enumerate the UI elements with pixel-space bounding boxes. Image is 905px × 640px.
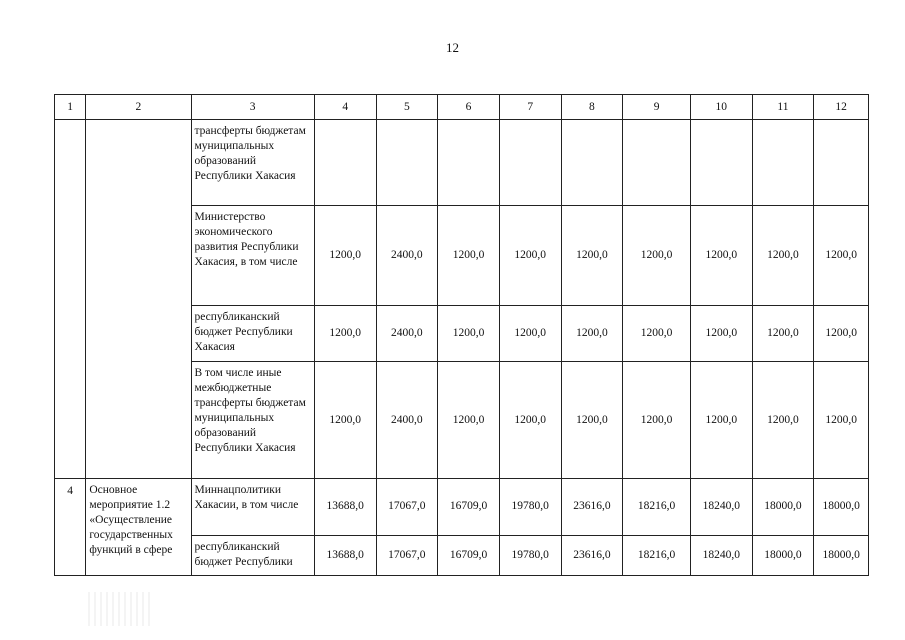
value-cell: 1200,0 <box>690 362 752 479</box>
column-number: 1 <box>55 95 86 120</box>
column-number: 12 <box>814 95 869 120</box>
column-number: 8 <box>561 95 623 120</box>
value-cell: 1200,0 <box>814 306 869 362</box>
empty-cell <box>86 120 191 206</box>
value-cell: 1200,0 <box>623 206 691 306</box>
value-cell: 1200,0 <box>314 306 376 362</box>
value-cell: 1200,0 <box>438 306 500 362</box>
value-cell: 18240,0 <box>690 535 752 575</box>
value-cell: 1200,0 <box>499 206 561 306</box>
column-number: 2 <box>86 95 191 120</box>
value-cell: 13688,0 <box>314 535 376 575</box>
row-label: трансферты бюджетам муниципальных образований Республики Хакасия <box>191 120 314 206</box>
table-row <box>55 479 869 536</box>
scan-artifact <box>88 592 150 626</box>
value-cell: 1200,0 <box>690 306 752 362</box>
row-label: Миннацполитики Хакасии, в том числе <box>191 479 314 536</box>
value-cell: 1200,0 <box>499 362 561 479</box>
value-cell <box>499 120 561 206</box>
row-label: республиканский бюджет Республики Хакасия <box>191 306 314 362</box>
column-number: 6 <box>438 95 500 120</box>
row-label: республиканский бюджет Республики <box>191 535 314 575</box>
column-number: 11 <box>752 95 814 120</box>
value-cell: 18000,0 <box>752 535 814 575</box>
value-cell: 1200,0 <box>561 362 623 479</box>
value-cell: 1200,0 <box>438 206 500 306</box>
value-cell: 23616,0 <box>561 479 623 536</box>
column-number: 7 <box>499 95 561 120</box>
value-cell: 18000,0 <box>814 479 869 536</box>
value-cell: 17067,0 <box>376 535 438 575</box>
column-number-row <box>55 95 869 120</box>
value-cell: 1200,0 <box>438 362 500 479</box>
row-label: В том числе иные межбюджетные трансферты бюджетам муниципальных образований Республики Хакасия <box>191 362 314 479</box>
value-cell <box>561 120 623 206</box>
measure-index: 4 <box>55 479 86 576</box>
value-cell: 19780,0 <box>499 535 561 575</box>
table-row <box>55 306 869 362</box>
value-cell: 1200,0 <box>690 206 752 306</box>
value-cell: 2400,0 <box>376 362 438 479</box>
value-cell: 1200,0 <box>752 206 814 306</box>
value-cell: 19780,0 <box>499 479 561 536</box>
value-cell: 18000,0 <box>752 479 814 536</box>
value-cell: 1200,0 <box>752 306 814 362</box>
value-cell: 1200,0 <box>561 206 623 306</box>
value-cell: 1200,0 <box>752 362 814 479</box>
column-number: 4 <box>314 95 376 120</box>
budget-table <box>54 94 869 576</box>
value-cell <box>752 120 814 206</box>
measure-name <box>86 479 191 576</box>
row-label: Министерство экономического развития Республики Хакасия, в том числе <box>191 206 314 306</box>
empty-cell <box>55 206 86 306</box>
value-cell <box>814 120 869 206</box>
value-cell <box>438 120 500 206</box>
empty-cell <box>86 306 191 362</box>
page-number: 12 <box>446 40 459 55</box>
value-cell <box>623 120 691 206</box>
value-cell: 13688,0 <box>314 479 376 536</box>
value-cell: 2400,0 <box>376 306 438 362</box>
value-cell: 1200,0 <box>814 206 869 306</box>
table-row <box>55 206 869 306</box>
value-cell: 17067,0 <box>376 479 438 536</box>
empty-cell <box>86 206 191 306</box>
value-cell: 18216,0 <box>623 479 691 536</box>
value-cell: 18240,0 <box>690 479 752 536</box>
column-number: 9 <box>623 95 691 120</box>
value-cell: 1200,0 <box>314 362 376 479</box>
value-cell <box>376 120 438 206</box>
value-cell: 23616,0 <box>561 535 623 575</box>
value-cell: 16709,0 <box>438 535 500 575</box>
value-cell: 1200,0 <box>623 362 691 479</box>
column-number: 5 <box>376 95 438 120</box>
table-row <box>55 362 869 479</box>
empty-cell <box>55 306 86 362</box>
value-cell: 18216,0 <box>623 535 691 575</box>
value-cell: 1200,0 <box>814 362 869 479</box>
empty-cell <box>55 120 86 206</box>
value-cell <box>314 120 376 206</box>
column-number: 3 <box>191 95 314 120</box>
value-cell: 18000,0 <box>814 535 869 575</box>
value-cell: 1200,0 <box>561 306 623 362</box>
column-number: 10 <box>690 95 752 120</box>
value-cell: 16709,0 <box>438 479 500 536</box>
measure-name-text: Основное мероприятие 1.2 «Осуществление государственных функций в сфере <box>89 484 173 556</box>
empty-cell <box>55 362 86 479</box>
table-row <box>55 120 869 206</box>
empty-cell <box>86 362 191 479</box>
value-cell: 1200,0 <box>314 206 376 306</box>
value-cell <box>690 120 752 206</box>
value-cell: 1200,0 <box>623 306 691 362</box>
value-cell: 1200,0 <box>499 306 561 362</box>
value-cell: 2400,0 <box>376 206 438 306</box>
